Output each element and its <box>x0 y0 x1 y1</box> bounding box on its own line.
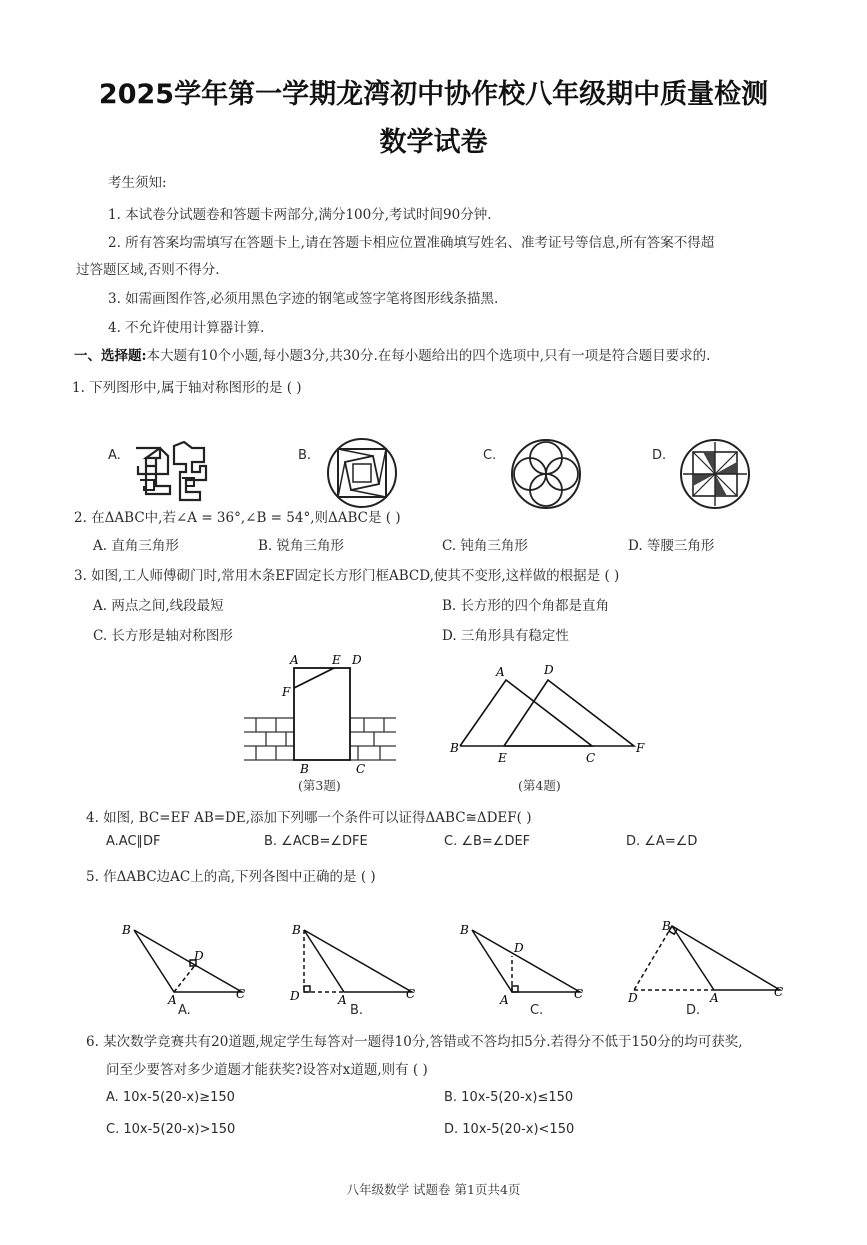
q5a-label-b: B <box>122 923 131 937</box>
q1-option-d-figure <box>677 436 753 512</box>
q6-option-b: B. 10x-5(20-x)≤150 <box>444 1090 574 1105</box>
q5-option-b-label: B. <box>350 1003 364 1018</box>
q5b-label-c: C <box>406 987 416 1001</box>
q5d-label-c: C <box>774 985 784 999</box>
q5-figure-c <box>456 920 588 1004</box>
notice-item-4: 4. 不允许使用计算器计算. <box>108 320 265 336</box>
fig4-label-c: C <box>586 751 596 765</box>
q2-option-b: B. 锐角三角形 <box>258 538 345 554</box>
notice-item-2-line-1: 2. 所有答案均需填写在答题卡上,请在答题卡相应位置准确填写姓名、准考证号等信息,所有答案不得超 <box>108 235 715 251</box>
q5-figure-a <box>118 920 250 1004</box>
notice-item-1: 1. 本试卷分试题卷和答题卡两部分,满分100分,考试时间90分钟. <box>108 207 492 223</box>
fig4-label-e: E <box>498 751 507 765</box>
q5c-label-d: D <box>514 941 524 955</box>
q5a-label-d: D <box>194 949 204 963</box>
q5-option-c-label: C. <box>530 1003 544 1018</box>
q5a-label-a: A <box>168 993 177 1004</box>
q3-option-a: A. 两点之间,线段最短 <box>93 598 224 614</box>
q1-option-c-figure <box>508 436 584 512</box>
q4-option-c: C. ∠B=∠DEF <box>444 834 531 849</box>
q5d-label-b: B <box>662 919 671 933</box>
q5-option-d-label: D. <box>686 1003 701 1018</box>
figure-3-door-frame <box>244 648 400 776</box>
question-5-stem: 5. 作ΔABC边AC上的高,下列各图中正确的是 ( ) <box>86 869 376 885</box>
section-heading <box>74 344 710 364</box>
q5c-label-c: C <box>574 987 584 1001</box>
fig4-label-d: D <box>544 663 554 677</box>
question-2-stem: 2. 在ΔABC中,若∠A = 36°,∠B = 54°,则ΔABC是 ( ) <box>74 510 401 526</box>
q4-option-b: B. ∠ACB=∠DFE <box>264 834 368 849</box>
q4-option-a: A.AC∥DF <box>106 834 161 849</box>
q3-option-d: D. 三角形具有稳定性 <box>442 628 569 644</box>
fig3-label-a: A <box>290 653 299 667</box>
fig3-label-b: B <box>300 762 309 776</box>
q6-option-c: C. 10x-5(20-x)>150 <box>106 1122 236 1137</box>
q4-option-d: D. ∠A=∠D <box>626 834 698 849</box>
q6-option-d: D. 10x-5(20-x)<150 <box>444 1122 575 1137</box>
question-6-stem-line-1: 6. 某次数学竞赛共有20道题,规定学生每答对一题得10分,答错或不答均扣5分.若得分不低于150分的均可获奖, <box>86 1034 743 1050</box>
q2-option-d: D. 等腰三角形 <box>628 538 715 554</box>
notice-heading: 考生须知: <box>108 175 167 191</box>
q5-option-a-label: A. <box>178 1003 191 1018</box>
q5b-label-b: B <box>292 923 301 937</box>
q5d-label-a: A <box>710 991 719 1004</box>
figure-4-triangles <box>446 660 652 766</box>
q3-option-c: C. 长方形是轴对称图形 <box>93 628 233 644</box>
fig3-label-f: F <box>282 685 291 699</box>
q1-option-a-figure <box>130 440 210 506</box>
q5d-label-d: D <box>628 991 638 1004</box>
section-text: 本大题有10个小题,每小题3分,共30分.在每小题给出的四个选项中,只有一项是符合题目要求的. <box>146 348 711 364</box>
q5b-label-a: A <box>338 993 347 1004</box>
q1-option-d-label: D. <box>652 448 667 463</box>
q5c-label-a: A <box>500 993 509 1004</box>
q1-option-b-figure <box>325 436 399 510</box>
notice-item-3: 3. 如需画图作答,必须用黑色字迹的钢笔或签字笔将图形线条描黑. <box>108 291 499 307</box>
q2-option-c: C. 钝角三角形 <box>442 538 528 554</box>
fig3-label-c: C <box>356 762 366 776</box>
fig3-label-e: E <box>332 653 341 667</box>
fig3-label-d: D <box>352 653 362 667</box>
question-3-stem: 3. 如图,工人师傅砌门时,常用木条EF固定长方形门框ABCD,使其不变形,这样做的根据是 ( ) <box>74 568 620 584</box>
q1-option-c-label: C. <box>483 448 497 463</box>
question-6-stem-line-2: 问至少要答对多少道题才能获奖?设答对x道题,则有 ( ) <box>106 1062 428 1078</box>
q5-figure-b <box>288 920 420 1004</box>
figure-3-caption: (第3题) <box>298 778 341 793</box>
page-title: 2025学年第一学期龙湾初中协作校八年级期中质量检测 <box>98 79 769 110</box>
question-1-stem: 1. 下列图形中,属于轴对称图形的是 ( ) <box>72 380 302 396</box>
notice-item-2-line-2: 过答题区域,否则不得分. <box>76 262 220 278</box>
fig4-label-b: B <box>450 741 459 755</box>
q2-option-a: A. 直角三角形 <box>93 538 179 554</box>
q1-option-a-label: A. <box>108 448 121 463</box>
q1-option-b-label: B. <box>298 448 312 463</box>
q5c-label-b: B <box>460 923 469 937</box>
question-4-stem: 4. 如图, BC=EF AB=DE,添加下列哪一个条件可以证得ΔABC≅ΔDEF( ) <box>86 810 532 826</box>
page-subtitle: 数学试卷 <box>379 127 488 158</box>
q5-figure-d <box>624 916 790 1004</box>
figure-4-caption: (第4题) <box>518 778 561 793</box>
q6-option-a: A. 10x-5(20-x)≥150 <box>106 1090 235 1105</box>
fig4-label-f: F <box>636 741 645 755</box>
q5a-label-c: C <box>236 987 246 1001</box>
q5b-label-d: D <box>290 989 300 1003</box>
section-label: 一、选择题: <box>74 348 147 364</box>
page-footer: 八年级数学 试题卷 第1页共4页 <box>346 1182 521 1197</box>
q3-option-b: B. 长方形的四个角都是直角 <box>442 598 610 614</box>
fig4-label-a: A <box>496 665 505 679</box>
